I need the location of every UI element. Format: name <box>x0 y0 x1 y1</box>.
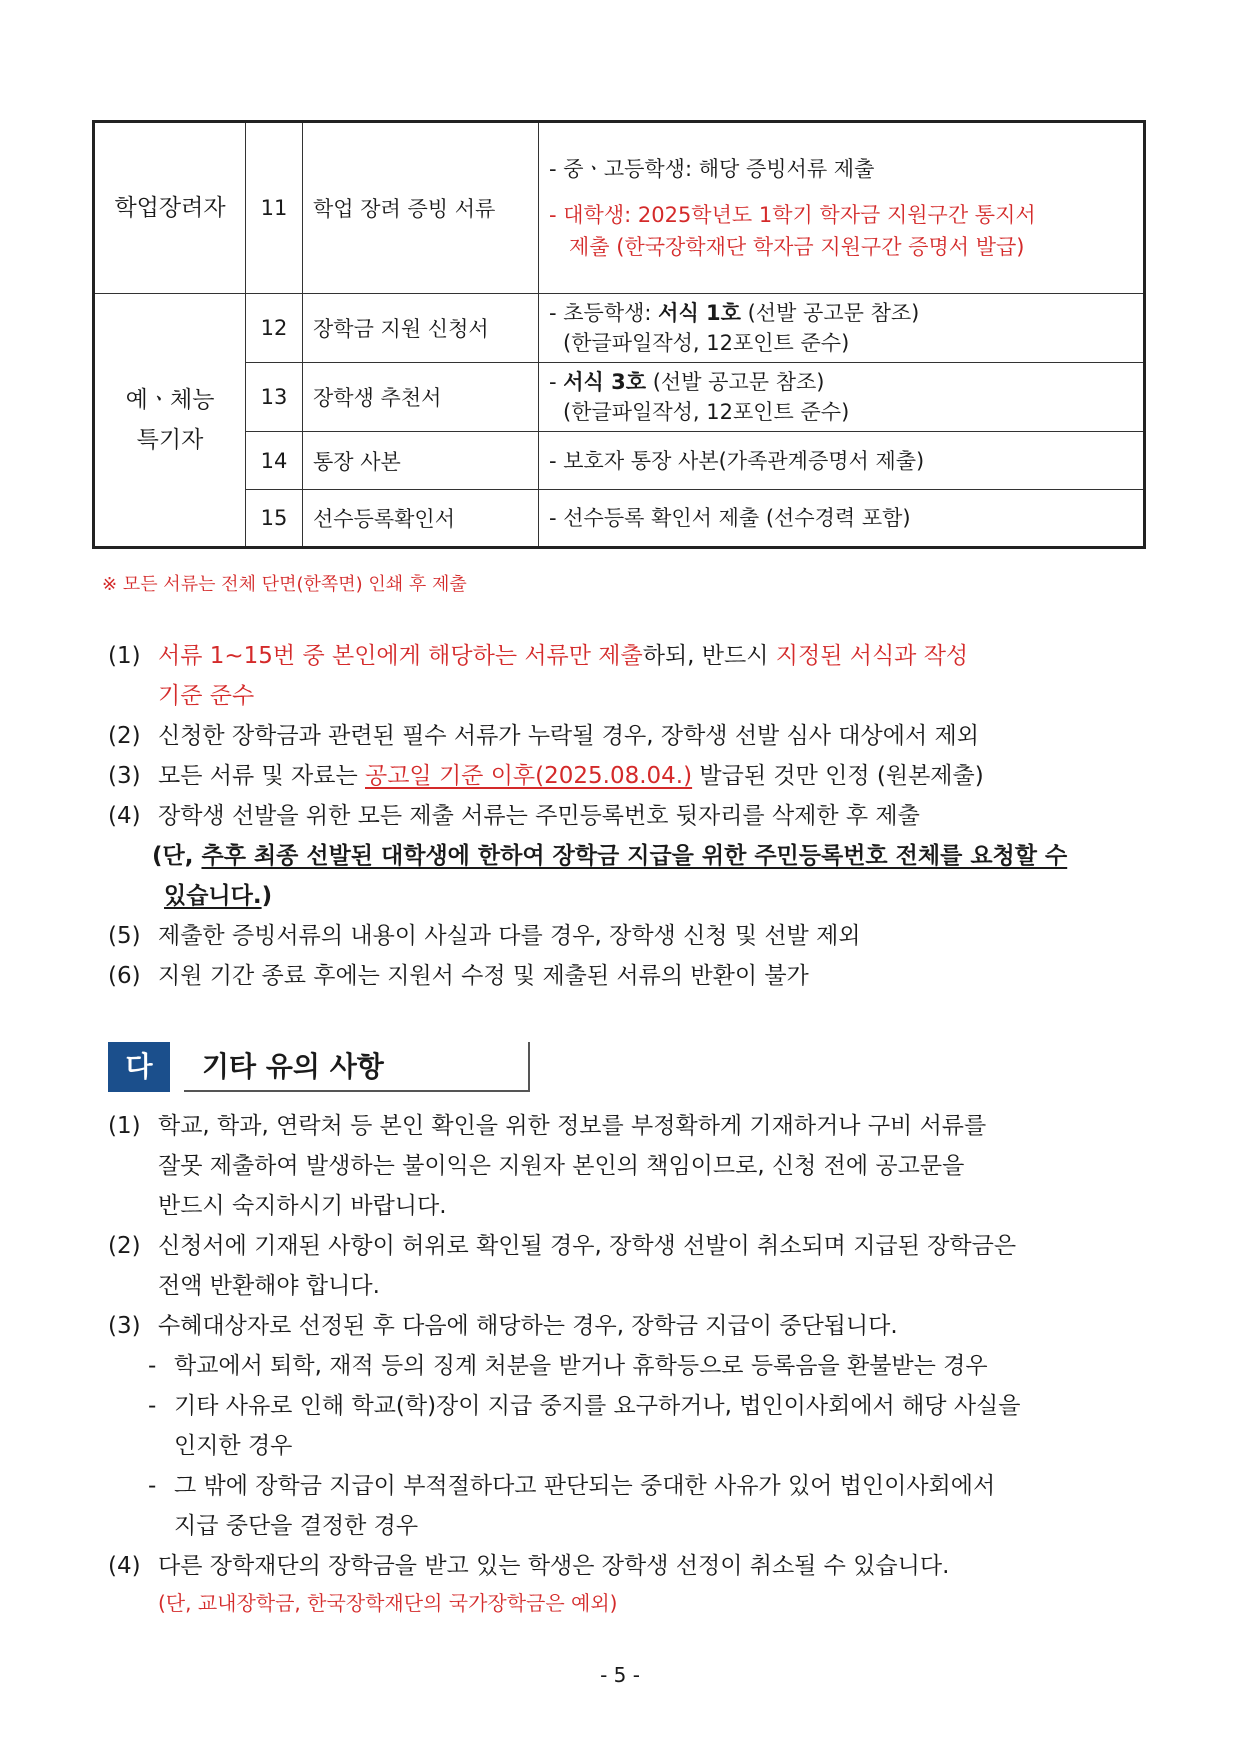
table-row <box>94 122 1145 294</box>
number-cell: 14 <box>246 432 303 490</box>
dash-item: - 그 밖에 장학금 지급이 부적절하다고 판단되는 중대한 사유가 있어 법인이사회에서 지급 중단을 결정한 경우 <box>148 1473 996 1539</box>
number-cell: 11 <box>246 122 303 294</box>
document-name-cell: 장학생 추천서 <box>303 363 539 432</box>
description-cell <box>539 294 1145 363</box>
document-name-cell: 장학금 지원 신청서 <box>303 294 539 363</box>
table-row <box>94 363 1145 432</box>
documents-table <box>92 120 1146 549</box>
list-item: (1) 서류 1~15번 중 본인에게 해당하는 서류만 제출하되, 반드시 지정된 서식과 작성 기준 준수 <box>108 643 969 709</box>
list-item: (3) 모든 서류 및 자료는 공고일 기준 이후(2025.08.04.) 발급된 것만 인정 (원본제출) <box>108 763 984 789</box>
submission-rules-list <box>108 636 1153 996</box>
description-cell <box>539 122 1145 294</box>
description-line: (한글파일작성, 12포인트 준수) <box>563 331 850 355</box>
notice-list <box>108 1106 1153 1620</box>
list-subnote: (단, 교내장학금, 한국장학재단의 국가장학금은 예외) <box>158 1591 618 1615</box>
description-line: - 중ㆍ고등학생: 해당 증빙서류 제출 <box>549 157 875 181</box>
list-item: (4) 장학생 선발을 위한 모든 제출 서류는 주민등록번호 뒷자리를 삭제한 후 제출 <box>108 803 920 829</box>
list-item: (3) 수혜대상자로 선정된 후 다음에 해당하는 경우, 장학금 지급이 중단됩니다. <box>108 1313 898 1339</box>
table-row <box>94 432 1145 490</box>
number-cell: 13 <box>246 363 303 432</box>
number-cell: 15 <box>246 490 303 548</box>
category-cell: 학업장려자 <box>94 122 246 294</box>
category-cell: 예ㆍ체능 특기자 <box>94 294 246 548</box>
list-item: (2) 신청한 장학금과 관련된 필수 서류가 누락될 경우, 장학생 선발 심사 대상에서 제외 <box>108 723 979 749</box>
description-line: (한글파일작성, 12포인트 준수) <box>563 400 850 424</box>
dash-item: - 학교에서 퇴학, 재적 등의 징계 처분을 받거나 휴학등으로 등록음을 환불받는 경우 <box>148 1353 988 1379</box>
description-cell <box>539 363 1145 432</box>
section-title: 기타 유의 사항 <box>184 1042 530 1092</box>
list-item: (6) 지원 기간 종료 후에는 지원서 수정 및 제출된 서류의 반환이 불가 <box>108 963 809 989</box>
dash-item: - 기타 사유로 인해 학교(학)장이 지급 중지를 요구하거나, 법인이사회에서 해당 사실을 인지한 경우 <box>148 1393 1021 1459</box>
print-note: ※ 모든 서류는 전체 단면(한쪽면) 인쇄 후 제출 <box>102 574 467 595</box>
description-line: - 서식 3호 (선발 공고문 참조) <box>549 370 825 394</box>
list-item: (1) 학교, 학과, 연락처 등 본인 확인을 위한 정보를 부정확하게 기재하거나 구비 서류를 잘못 제출하여 발생하는 불이익은 지원자 본인의 책임이므로, 신청 전에 공고문을 반드시 숙지하시기 바랍니다. <box>108 1113 987 1219</box>
document-name-cell: 학업 장려 증빙 서류 <box>303 122 539 294</box>
list-subnote: (단, 추후 최종 선발된 대학생에 한하여 장학금 지급을 위한 주민등록번호 전체를 요청할 수 있습니다.) <box>152 843 1068 909</box>
document-name-cell: 통장 사본 <box>303 432 539 490</box>
number-cell: 12 <box>246 294 303 363</box>
table-row <box>94 490 1145 548</box>
page-number: - 5 - <box>600 1663 640 1687</box>
list-item: (2) 신청서에 기재된 사항이 허위로 확인될 경우, 장학생 선발이 취소되며 지급된 장학금은 전액 반환해야 합니다. <box>108 1233 1017 1299</box>
description-cell: - 선수등록 확인서 제출 (선수경력 포함) <box>539 490 1145 548</box>
document-name-cell: 선수등록확인서 <box>303 490 539 548</box>
description-cell: - 보호자 통장 사본(가족관계증명서 제출) <box>539 432 1145 490</box>
description-line: - 초등학생: 서식 1호 (선발 공고문 참조) <box>549 301 920 325</box>
list-item: (5) 제출한 증빙서류의 내용이 사실과 다를 경우, 장학생 신청 및 선발 제외 <box>108 923 861 949</box>
section-badge: 다 <box>108 1042 170 1092</box>
table-row <box>94 294 1145 363</box>
list-item: (4) 다른 장학재단의 장학금을 받고 있는 학생은 장학생 선정이 취소될 수 있습니다. <box>108 1553 950 1579</box>
description-line-highlight: 제출 (한국장학재단 학자금 지원구간 증명서 발급) <box>569 235 1025 259</box>
description-line-highlight: - 대학생: 2025학년도 1학기 학자금 지원구간 통지서 <box>549 203 1036 227</box>
